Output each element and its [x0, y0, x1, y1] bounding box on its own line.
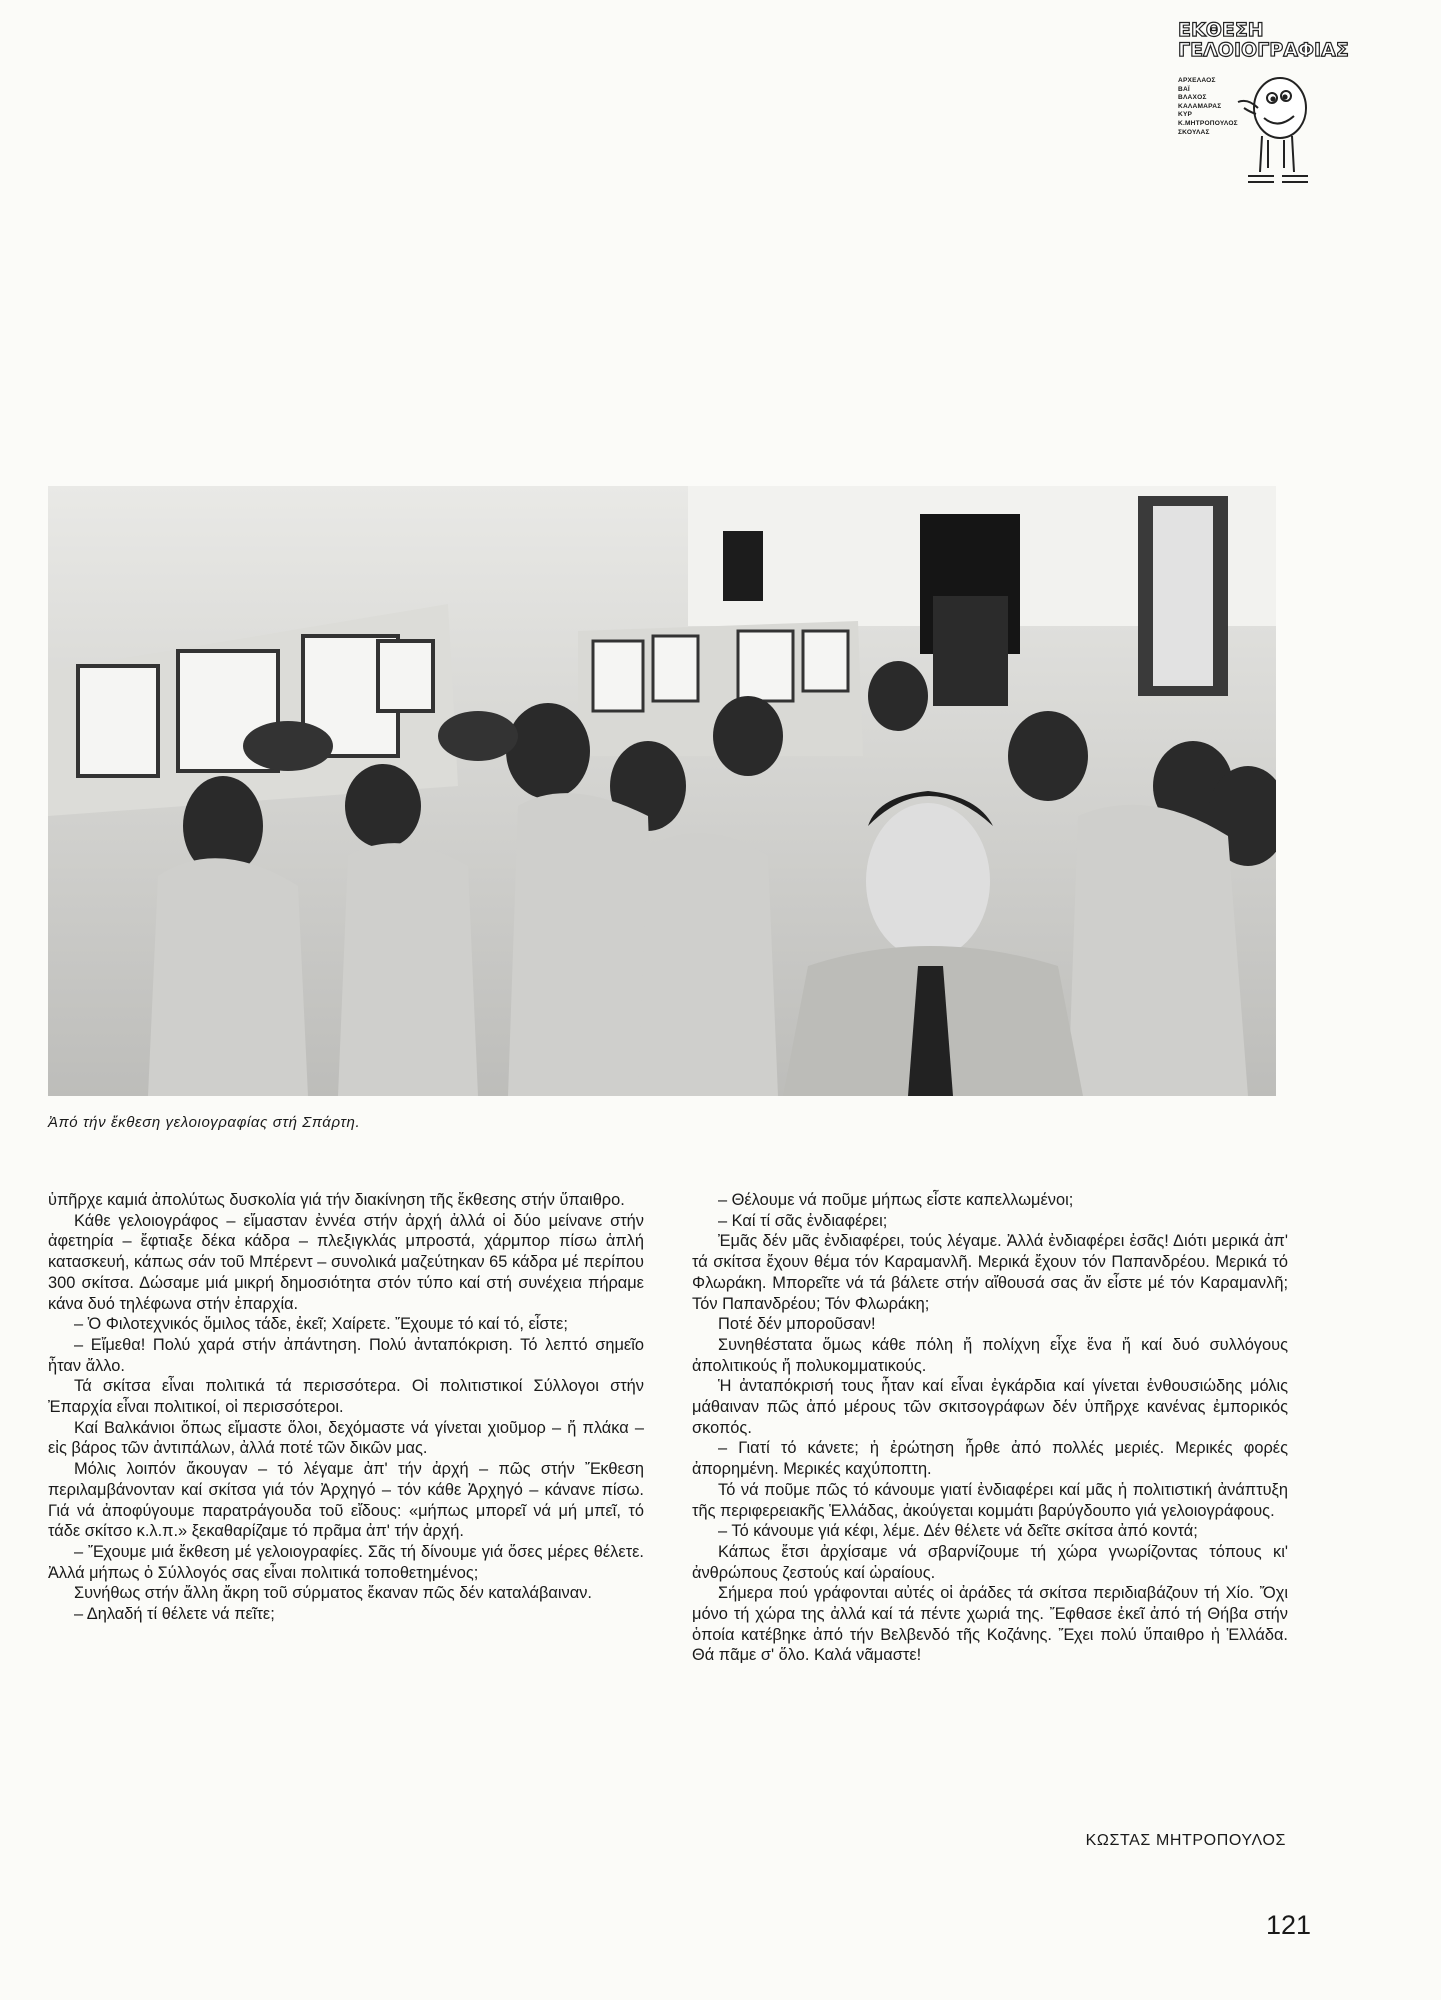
paragraph: Ποτέ δέν μποροῦσαν!	[718, 1315, 876, 1334]
logo-name: ΣΚΟΥΛΑΣ	[1178, 128, 1210, 136]
paragraph: Σήμερα πού γράφονται αὐτές οἱ ἀράδες τά σκίτσα περιδιαβάζουν τή Χίο. Ὄχι μόνο τή χώρα της ἀλλά καί τά πέντε χωριά της. Ἔφθασε ἐκεῖ ἀπό τή Θήβα στήν ὁποία κατέβηκε ἀπό τήν Βελβενδό τῆς Κοζάνης. Ἔχει πολύ ὕπαιθρο ἡ Ἑλλάδα. Θά πᾶμε σ' ὅλο. Καλά νᾶμαστε!	[692, 1584, 1288, 1665]
author-signature: ΚΩΣΤΑΣ ΜΗΤΡΟΠΟΥΛΟΣ	[1085, 1832, 1286, 1849]
logo-name: ΚΥΡ	[1178, 111, 1193, 119]
logo-title-line-2: ΓΕΛΟΙΟΓΡΑΦΙΑΣ	[1178, 39, 1349, 61]
paragraph: – Γιατί τό κάνετε; ἡ ἐρώτηση ἦρθε ἀπό πολλές μεριές. Μερικές φορές ἀπορημένη. Μερικές καχύποπτη.	[692, 1439, 1288, 1479]
logo-title	[1178, 19, 1349, 61]
paragraph: Συνηθέστατα ὅμως κάθε πόλη ἤ πολίχνη εἶχε ἕνα ἤ καί δυό συλλόγους ἀπολιτικούς ἤ πολυκομματικούς.	[692, 1335, 1288, 1375]
paragraph: Ἡ ἀνταπόκρισή τους ἦταν καί εἶναι ἐγκάρδια καί γίνεται ἐνθουσιώδης μόλις μάθαιναν πῶς ἀπό μέρους τῶν σκιτσογράφων δέν ὑπῆρχε κανένας ἐμπορικός σκοπός.	[692, 1377, 1288, 1437]
paragraph: ὑπῆρχε καμιά ἀπολύτως δυσκολία γιά τήν διακίνηση τῆς ἔκθεσης στήν ὕπαιθρο.	[48, 1191, 625, 1209]
cartoon-figure-icon	[1234, 68, 1320, 190]
paragraph: Ἐμᾶς δέν μᾶς ἐνδιαφέρει, τούς λέγαμε. Ἀλλά ἐνδιαφέρει ἐσᾶς! Διότι μερικά ἀπ' τά σκίτσα ἔχουν θέμα τόν Καραμανλῆ. Μερικά ἔχουν τόν Παπανδρέου. Μερικά τό Φλωράκη. Μπορεῖτε νά τά βάλετε στήν αἴθουσά σας ἄν εἶστε μέ τόν Καραμανλῆ; Τόν Παπανδρέου; Τόν Φλωράκη;	[692, 1232, 1288, 1313]
photo-image	[48, 486, 1276, 1096]
logo-name: ΒΑΪ	[1178, 85, 1190, 93]
paragraph: – Εἴμεθα! Πολύ χαρά στήν ἀπάντηση. Πολύ ἀνταπόκριση. Τό λεπτό σημεῖο ἦταν ἄλλο.	[48, 1335, 644, 1375]
article-right-column	[692, 1190, 1288, 1666]
logo-name: ΚΑΛΑΜΑΡΑΣ	[1178, 102, 1222, 110]
paragraph: – Καί τί σᾶς ἐνδιαφέρει;	[718, 1211, 888, 1230]
paragraph: – Ὁ Φιλοτεχνικός ὅμιλος τάδε, ἐκεῖ; Χαίρετε. Ἔχουμε τό καί τό, εἶστε;	[74, 1315, 568, 1334]
paragraph: – Τό κάνουμε γιά κέφι, λέμε. Δέν θέλετε νά δεῖτε σκίτσα ἀπό κοντά;	[718, 1522, 1198, 1541]
paragraph: Μόλις λοιπόν ἄκουγαν – τό λέγαμε ἀπ' τήν ἀρχή – πῶς στήν Ἔκθεση περιλαμβάνονταν καί σκίτσα γιά τόν Ἀρχηγό – τόν κάθε Ἀρχηγό – κάνανε πίσω. Γιά νά ἀποφύγουμε παρατράγουδα τοῦ εἴδους: «μήπως μπορεῖ νά μή μπεῖ, τό τάδε σκίτσο κ.λ.π.» ξεκαθαρίζαμε τό πρᾶμα ἀπ' τήν ἀρχή.	[48, 1460, 644, 1541]
logo-names	[1178, 77, 1238, 137]
exhibition-photo	[48, 486, 1276, 1096]
logo-title-line-1: ΕΚΘΕΣΗ	[1178, 19, 1264, 41]
article-left-column	[48, 1190, 644, 1625]
paragraph: – Ἔχουμε μιά ἔκθεση μέ γελοιογραφίες. Σᾶς τή δίνουμε γιά ὅσες μέρες θέλετε. Ἀλλά μήπως ὁ Σύλλογός σας εἶναι πολιτικά τοποθετημένος;	[48, 1542, 644, 1582]
page-number: 121	[1265, 1910, 1311, 1940]
exhibition-logo	[1178, 19, 1349, 190]
logo-name: ΑΡΧΕΛΑΟΣ	[1178, 77, 1216, 84]
paragraph: Καί Βαλκάνιοι ὅπως εἴμαστε ὅλοι, δεχόμαστε νά γίνεται χιοῦμορ – ἤ πλάκα – εἰς βάρος τῶν ἀντιπάλων, ἀλλά ποτέ τῶν δικῶν μας.	[48, 1418, 644, 1458]
paragraph: – Δηλαδή τί θέλετε νά πεῖτε;	[74, 1605, 275, 1624]
photo-caption: Ἀπό τήν ἔκθεση γελοιογραφίας στή Σπάρτη.	[48, 1114, 361, 1131]
logo-name: Κ.ΜΗΤΡΟΠΟΥΛΟΣ	[1178, 119, 1238, 127]
paragraph: – Θέλουμε νά ποῦμε μήπως εἶστε καπελλωμένοι;	[718, 1191, 1074, 1209]
paragraph: Τά σκίτσα εἶναι πολιτικά τά περισσότερα. Οἱ πολιτιστικοί Σύλλογοι στήν Ἐπαρχία εἶναι πολιτικοί, οἱ περισσότεροι.	[48, 1377, 644, 1417]
logo-name: ΒΛΑΧΟΣ	[1178, 94, 1207, 102]
paragraph: Κάπως ἔτσι ἀρχίσαμε νά σβαρνίζουμε τή χώρα γνωρίζοντας τόπους κι' ἀνθρώπους ζεστούς καί ὡραίους.	[692, 1542, 1288, 1582]
paragraph: Κάθε γελοιογράφος – εἴμασταν ἐννέα στήν ἀρχή ἀλλά οἱ δύο μείνανε στήν ἀφετηρία – ἔφτιαξε δέκα κάδρα – πλεξιγκλάς μπροστά, χάρμπορ πίσω ἁπλή κατασκευή, κάπως σάν τοῦ Μπέρεντ – συνολικά μαζεύτηκαν 65 κάδρα μέ περίπου 300 σκίτσα. Δώσαμε μιά μικρή δημοσιότητα στόν τύπο καί στή συνέχεια πήραμε κάνα δυό τηλέφωνα στήν ἐπαρχία.	[48, 1211, 644, 1313]
paragraph: Τό νά ποῦμε πῶς τό κάνουμε γιατί ἐνδιαφέρει καί μᾶς ἡ πολιτιστική ἀνάπτυξη τῆς περιφερειακῆς Ἑλλάδας, ἀκούγεται κομμάτι βαρύγδουπο γιά γελοιογράφους.	[692, 1480, 1288, 1520]
paragraph: Συνήθως στήν ἄλλη ἄκρη τοῦ σύρματος ἔκαναν πῶς δέν καταλάβαιναν.	[74, 1584, 592, 1603]
